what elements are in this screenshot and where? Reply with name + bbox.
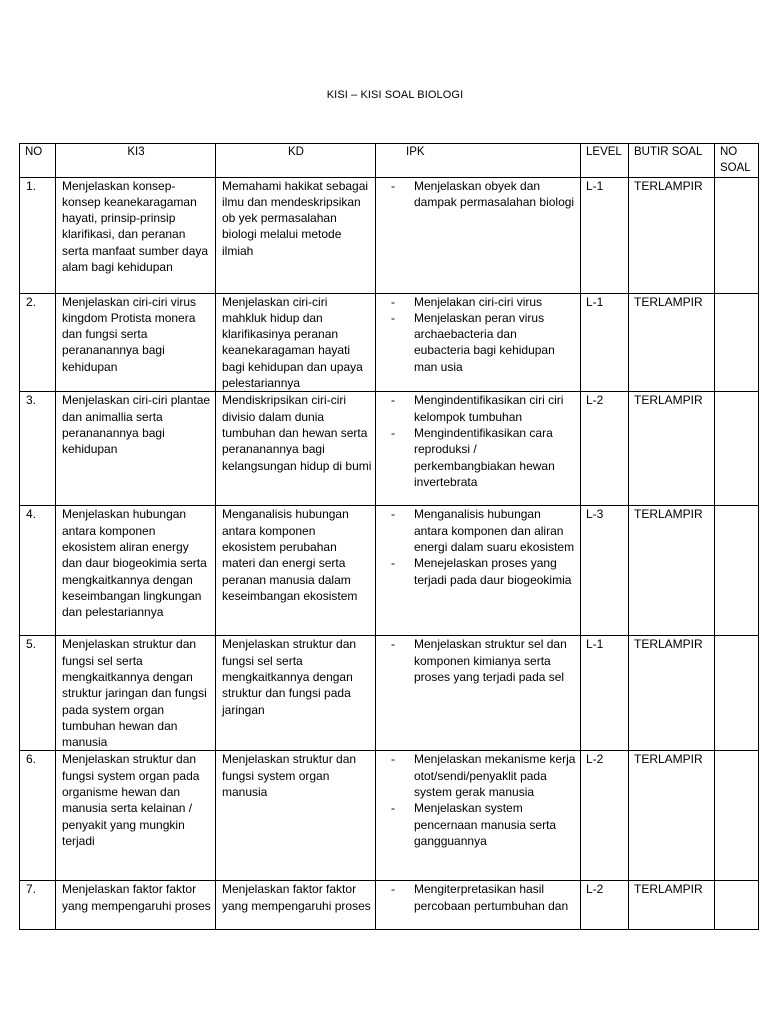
butir-soal-cell: TERLAMPIR [629,293,715,392]
row-number: 1. [20,177,56,293]
ipk-item: - Menjelaskan obyek dan dampak permasalahan biologi [381,178,576,211]
ipk-list [381,294,576,375]
table-row [20,293,759,392]
level-cell: L-2 [581,751,629,881]
level-cell: L-1 [581,177,629,293]
level-cell: L-2 [581,392,629,506]
level-cell: L-3 [581,506,629,636]
ipk-item: - Menjelaskan peran virus archaebacteria dan eubacteria bagi kehidupan man usia [381,310,576,375]
kd-cell: Memahami hakikat sebagai ilmu dan mendeskripsikan ob yek permasalahan biologi melalui metode ilmiah [216,177,376,293]
ipk-cell [376,751,581,881]
butir-soal-cell: TERLAMPIR [629,506,715,636]
no-soal-cell [715,392,759,506]
ipk-item: - Mengindentifikasikan cara reproduksi / perkembangbiakan hewan invertebrata [381,425,576,490]
butir-soal-cell: TERLAMPIR [629,392,715,506]
table-row [20,177,759,293]
ipk-list [381,392,576,490]
ipk-item: - Menganalisis hubungan antara komponen dan aliran energi dalam suaru ekosistem [381,506,576,555]
butir-soal-cell: TERLAMPIR [629,751,715,881]
ipk-list [381,636,576,685]
no-soal-cell [715,636,759,751]
kd-cell: Menjelaskan ciri-ciri mahkluk hidup dan klarifikasinya peranan keanekaragaman hayati bagi kehidupan dan upaya pelestariannya [216,293,376,392]
row-number: 4. [20,506,56,636]
ipk-cell [376,881,581,930]
header-ipk: IPK [376,144,581,178]
ipk-list [381,506,576,587]
butir-soal-cell: TERLAMPIR [629,177,715,293]
header-no: NO [20,144,56,178]
header-ki3: KI3 [56,144,216,178]
ipk-item: - Mengiterpretasikan hasil percobaan pertumbuhan dan [381,881,576,914]
ipk-list [381,178,576,211]
ki3-cell: Menjelaskan hubungan antara komponen ekosistem aliran energy dan daur biogeokimia serta mengkaitkannya dengan keseimbangan lingkungan dan pelestariannya [56,506,216,636]
kd-cell: Menjelaskan struktur dan fungsi sel serta mengkaitkannya dengan struktur dan fungsi pada jaringan [216,636,376,751]
butir-soal-cell: TERLAMPIR [629,636,715,751]
ki3-cell: Menjelaskan struktur dan fungsi sel serta mengkaitkannya dengan struktur jaringan dan fungsi pada system organ tumbuhan hewan dan manusia [56,636,216,751]
kisi-table [19,143,759,930]
ki3-cell: Menjelaskan struktur dan fungsi system organ pada organisme hewan dan manusia serta kelainan / penyakit yang mungkin terjadi [56,751,216,881]
ipk-cell [376,177,581,293]
header-level: LEVEL [581,144,629,178]
level-cell: L-1 [581,636,629,751]
ipk-cell [376,392,581,506]
level-cell: L-1 [581,293,629,392]
table-row [20,506,759,636]
no-soal-cell [715,881,759,930]
level-cell: L-2 [581,881,629,930]
ipk-item: - Menjelaskan struktur sel dan komponen kimianya serta proses yang terjadi pada sel [381,636,576,685]
no-soal-cell [715,177,759,293]
butir-soal-cell: TERLAMPIR [629,881,715,930]
header-no-soal: NO SOAL [715,144,759,178]
no-soal-cell [715,506,759,636]
ipk-item: - Menjelaskan system pencernaan manusia serta gangguannya [381,800,576,849]
ipk-cell [376,636,581,751]
ipk-item: - Menjelakan ciri-ciri virus [381,294,576,310]
document-title: KISI – KISI SOAL BIOLOGI [326,89,464,101]
row-number: 3. [20,392,56,506]
ipk-list [381,881,576,914]
ki3-cell: Menjelaskan ciri-ciri plantae dan animallia serta perananannya bagi kehidupan [56,392,216,506]
ipk-cell [376,293,581,392]
ki3-cell: Menjelaskan faktor faktor yang mempengaruhi proses [56,881,216,930]
no-soal-cell [715,751,759,881]
row-number: 7. [20,881,56,930]
ipk-cell [376,506,581,636]
table-row [20,392,759,506]
kd-cell: Menjelaskan struktur dan fungsi system organ manusia [216,751,376,881]
kd-cell: Menjelaskan faktor faktor yang mempengaruhi proses [216,881,376,930]
ipk-item: - Menejelaskan proses yang terjadi pada daur biogeokimia [381,555,576,588]
ipk-item: - Menjelaskan mekanisme kerja otot/sendi/penyaklit pada system gerak manusia [381,751,576,800]
table-body [20,177,759,930]
header-kd: KD [216,144,376,178]
table-header-row [20,144,759,178]
row-number: 6. [20,751,56,881]
ki3-cell: Menjelaskan ciri-ciri virus kingdom Protista monera dan fungsi serta perananannya bagi kehidupan [56,293,216,392]
header-butir-soal: BUTIR SOAL [629,144,715,178]
ki3-cell: Menjelaskan konsep-konsep keanekaragaman hayati, prinsip-prinsip klarifikasi, dan peranan serta manfaat sumber daya alam bagi kehidupan [56,177,216,293]
kd-cell: Mendiskripsikan ciri-ciri divisio dalam dunia tumbuhan dan hewan serta perananannya bagi kelangsungan hidup di bumi [216,392,376,506]
table-row [20,636,759,751]
no-soal-cell [715,293,759,392]
table-row [20,881,759,930]
row-number: 5. [20,636,56,751]
kd-cell: Menganalisis hubungan antara komponen ekosistem perubahan materi dan energi serta peranan manusia dalam keseimbangan ekosistem [216,506,376,636]
ipk-item: - Mengindentifikasikan ciri ciri kelompok tumbuhan [381,392,576,425]
ipk-list [381,751,576,849]
table-row [20,751,759,881]
row-number: 2. [20,293,56,392]
